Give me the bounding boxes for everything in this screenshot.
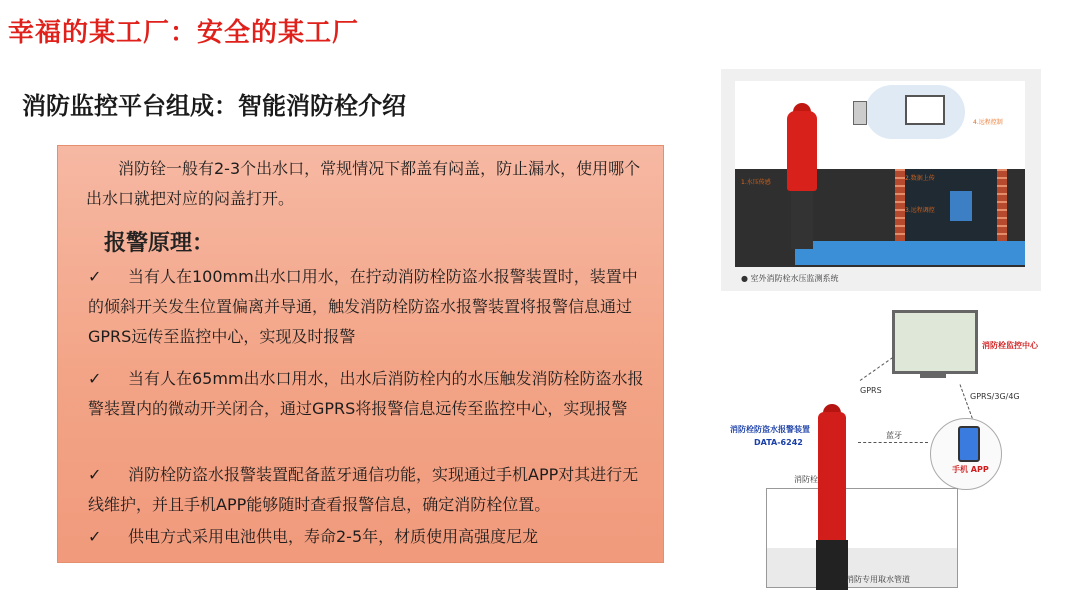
hydrant-riser [791, 189, 813, 249]
bluetooth-link [858, 442, 928, 443]
hydrant-icon [818, 412, 846, 552]
list-item: ✓ 消防栓防盗水报警装置配备蓝牙通信功能，实现通过手机APP对其进行无线维护，并且手机APP能够随时查看报警信息，确定消防栓位置。 [88, 460, 653, 520]
diagram-caption: ● 室外消防栓水压监测系统 [741, 274, 839, 283]
monitor-center-label: 消防栓监控中心 [982, 341, 1038, 350]
check-icon: ✓ [88, 267, 102, 286]
monitor-icon [892, 310, 978, 374]
check-icon: ✓ [88, 527, 102, 546]
section-subtitle: 消防监控平台组成：智能消防栓介绍 [22, 92, 406, 120]
diagram-label: 1.水压传感 [741, 179, 771, 186]
brick-wall [997, 169, 1007, 249]
phone-icon [853, 101, 867, 125]
list-item: ✓ 当有人在65mm出水口用水，出水后消防栓内的水压触发消防栓防盗水报警装置内的微动开关闭合，通过GPRS将报警信息远传至监控中心，实现报警 [88, 364, 653, 424]
diagram-frame [735, 81, 1025, 267]
phone-app-label: 手机 APP [952, 465, 989, 474]
page-title: 幸福的某工厂：安全的某工厂 [8, 18, 360, 48]
gprs-link [860, 357, 893, 381]
monitoring-network-diagram [720, 300, 1070, 597]
hydrant-base [816, 540, 848, 590]
gprs-multi-label: GPRS/3G/4G [970, 392, 1020, 401]
alarm-principle-heading: 报警原理： [104, 231, 215, 256]
brick-wall [895, 169, 905, 249]
diagram-label: 3.远程调控 [905, 207, 935, 214]
device-label: 消防栓防盗水报警装置 [730, 425, 810, 434]
diagram-label: 4.远程控制 [973, 119, 1003, 126]
monitor-stand [920, 372, 946, 378]
sensor-box [950, 191, 972, 221]
smartphone-icon [958, 426, 980, 462]
pipe-label: 消防专用取水管道 [846, 575, 910, 584]
bluetooth-label: 蓝牙 [886, 431, 902, 440]
intro-paragraph: 消防铨一般有2-3个出水口，常规情况下都盖有闷盖，防止漏水，使用哪个出水口就把对应的闷盖打开。 [86, 159, 641, 208]
hydrant-label: 消防栓 [794, 475, 818, 484]
check-icon: ✓ [88, 369, 102, 388]
water-pipe [795, 241, 1025, 265]
check-icon: ✓ [88, 465, 102, 484]
computer-icon [905, 95, 945, 125]
description-box [57, 145, 664, 563]
hydrant-icon [787, 111, 817, 191]
hydrant-pressure-diagram [721, 69, 1041, 291]
diagram-label: 2.数据上传 [905, 175, 935, 182]
gprs-label: GPRS [860, 386, 882, 395]
list-item: ✓ 当有人在100mm出水口用水，在拧动消防栓防盗水报警装置时，装置中的倾斜开关发生位置偏离并导通，触发消防栓防盗水报警装置将报警信息通过GPRS远传至监控中心，实现及时报警 [88, 262, 653, 352]
device-model: DATA-6242 [754, 438, 803, 447]
list-item: ✓ 供电方式采用电池供电，寿命2-5年，材质使用高强度尼龙 [88, 522, 653, 552]
ground-section [766, 488, 958, 588]
gprs-multi-link [960, 384, 973, 418]
